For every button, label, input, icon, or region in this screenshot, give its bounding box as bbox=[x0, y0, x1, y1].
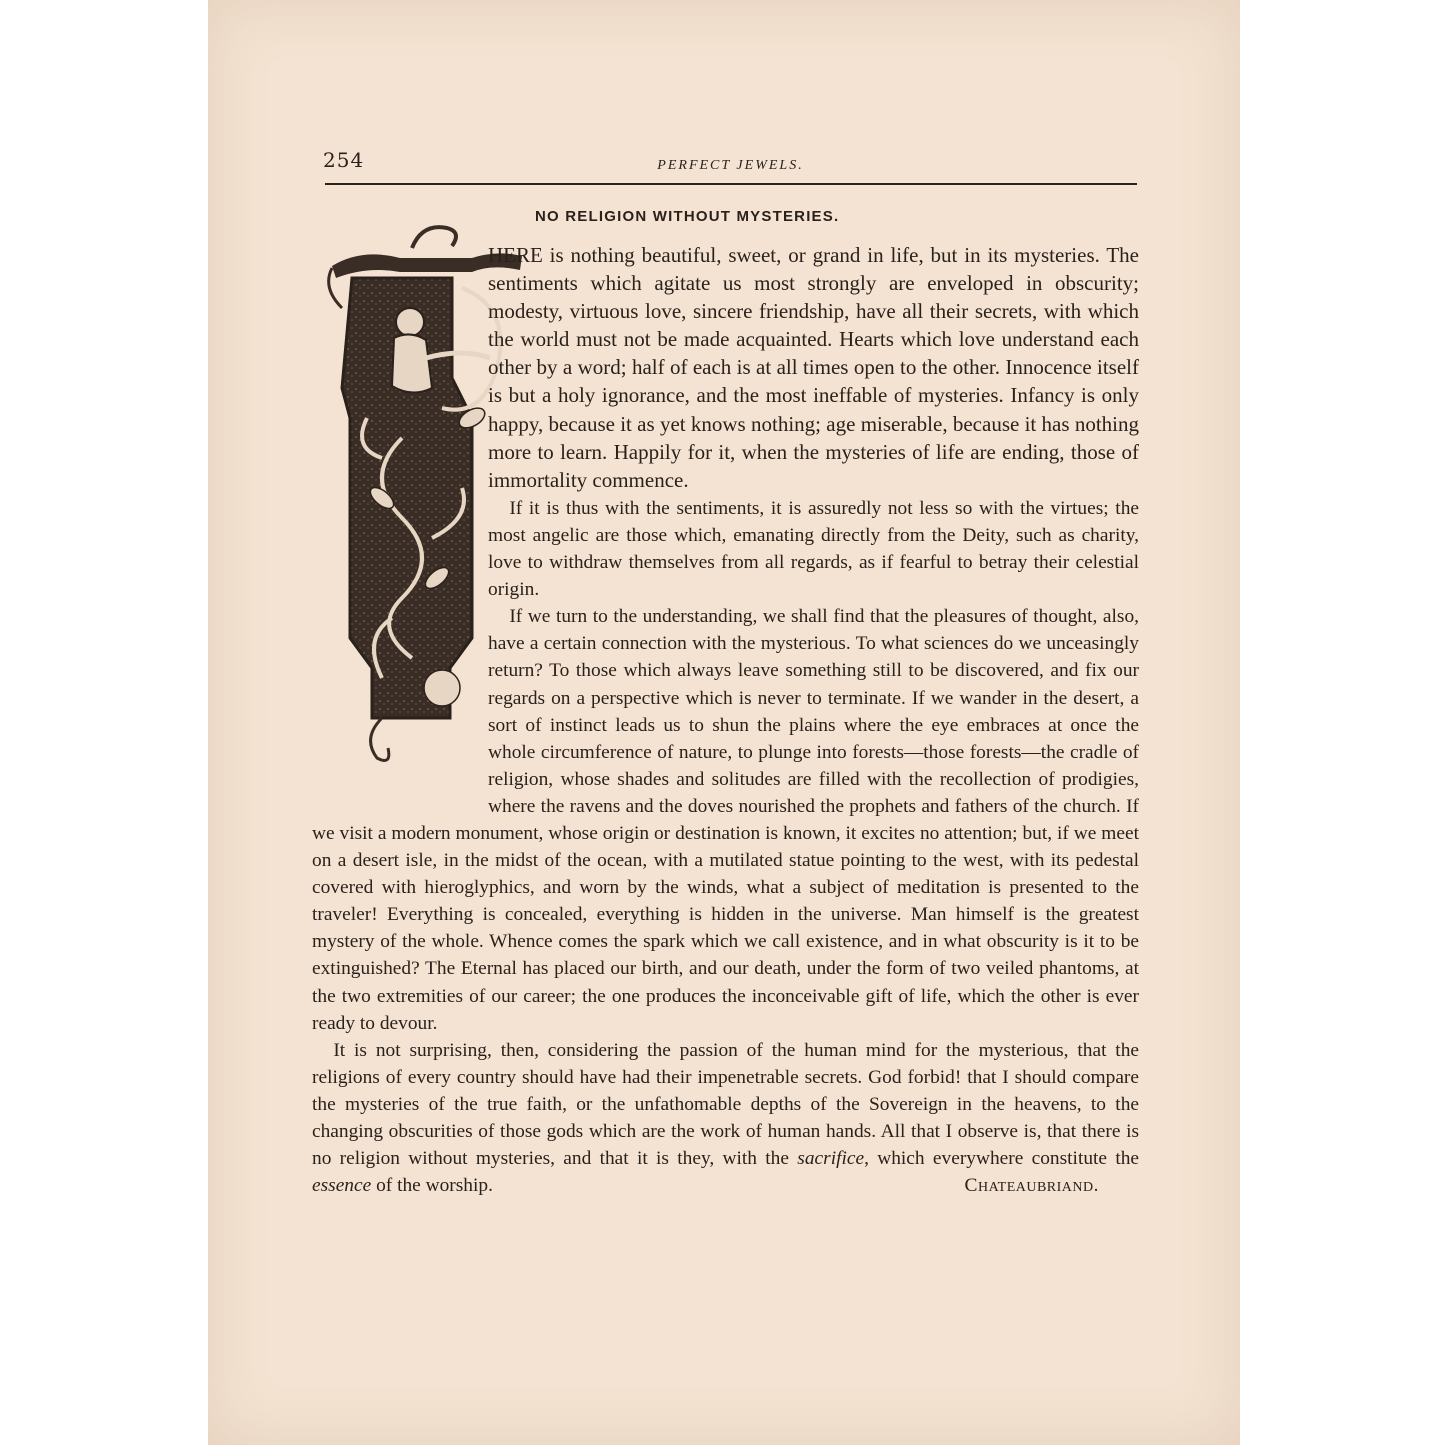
paragraph-4-mid: , which everywhere constitute the bbox=[864, 1148, 1140, 1170]
paragraph-4-start: It is not surprising, then, considering the passion of the human mind for the mysterious, that the religions of every country should have had their impenetrable secrets. God forbid! that I should compare the mysteries of the true faith, or the unfathomable depths of the Sovereign in the heavens, to the changing obscurities of those gods which are the work of human hands. All that I observe is, that there is no religion without mysteries, and that it is they, with the bbox=[312, 1039, 1139, 1170]
article-body bbox=[312, 242, 1139, 1199]
paragraph-1-text: HERE is nothing beautiful, sweet, or grand in life, but in its mysteries. The sentiments which agitate us most strongly are enveloped in obscurity; modesty, virtuous love, sincere friendship, have all their secrets, with which the world must not be made acquainted. Hearts which love understand each other by a word; half of each is at all times open to the other. Innocence itself is but a holy ignorance, and the most ineffable of mysteries. Infancy is only happy, because it as yet knows nothing; age miserable, because it has nothing more to learn. Happily for it, when the mysteries of life are ending, those of immortality commence. bbox=[488, 243, 1139, 492]
emphasis-sacrifice: sacrifice bbox=[797, 1148, 865, 1170]
emphasis-essence: essence bbox=[312, 1175, 372, 1197]
author-signature: Chateaubriand. bbox=[964, 1175, 1099, 1197]
paragraph-4 bbox=[312, 1037, 1139, 1200]
paragraph-2: If it is thus with the sentiments, it is assuredly not less so with the virtues; the most angelic are those which, emanating directly from the Deity, such as charity, love to withdraw themselves from all regards, as if fearful to betray their celestial origin. bbox=[488, 497, 1139, 601]
page-header bbox=[323, 148, 1138, 184]
page-number: 254 bbox=[323, 148, 365, 172]
header-rule bbox=[325, 183, 1137, 185]
initial-spacer bbox=[312, 242, 488, 796]
running-title: PERFECT JEWELS. bbox=[657, 158, 804, 173]
article-title: NO RELIGION WITHOUT MYSTERIES. bbox=[535, 208, 840, 225]
paragraph-3: If we turn to the understanding, we shall find that the pleasures of thought, also, have a certain connection with the mysterious. To what sciences do we unceasingly return? To those which always leave something still to be discovered, and fix our regards on a perspective which is never to terminate. If we wander in the desert, a sort of instinct leads us to shun the plains where the eye embraces at once the whole circumference of nature, to plunge into forests—those forests—the cradle of religion, whose shades and solitudes are filled with the recollection of prodigies, where the ravens and the doves nourished the prophets and fathers of the church. If we visit a modern monument, whose origin or destination is known, it excites no attention; but, if we meet on a desert isle, in the midst of the ocean, with a mutilated statue pointing to the west, with its pedestal covered with hieroglyphics, and worn by the winds, what a subject of meditation is presented to the traveler! Everything is concealed, everything is hidden in the universe. Man himself is the greatest mystery of the whole. Whence comes the spark which we call existence, and in what obscurity is it to be extinguished? The Eternal has placed our birth, and our death, under the form of two veiled phantoms, at the two extremities of our career; the one produces the inconceivable gift of life, which the other is ever ready to devour. bbox=[312, 606, 1139, 1034]
paragraph-4-end: of the worship. bbox=[371, 1175, 493, 1197]
